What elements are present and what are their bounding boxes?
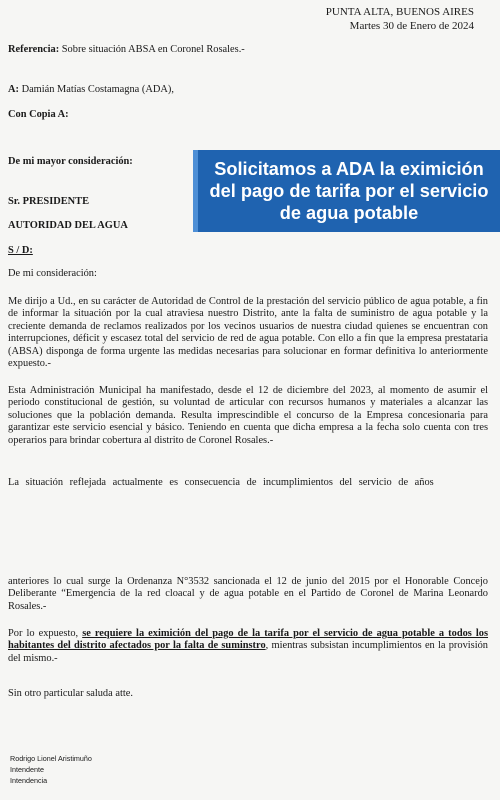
signature-office: Intendencia — [10, 776, 48, 785]
reference-line — [8, 44, 245, 56]
headline-banner: Solicitamos a ADA la eximición del pago de tarifa por el servicio de agua potable — [198, 150, 500, 232]
recipient-sd: S / D: — [8, 245, 33, 256]
letter-date: Martes 30 de Enero de 2024 — [349, 20, 474, 32]
paragraph-5-emphasis: se requiere la eximición del pago de la tarifa por el servicio de agua potable a todos los habitantes del distrito afectados por la falta de suminstro — [8, 628, 489, 652]
paragraph-1: Me dirijo a Ud., en su carácter de Autoridad de Control de la prestación del servicio público de agua potable, a fin de informar la situación por la cual atraviesa nuestro Distrito, ante la falta de suministro de agua potable y la creciente demanda de reclamos realizados por los vecinos usuarios de nuestra ciudad quienes se encuentran con interrupciones, déficit y escasez total del servicio de red de agua potable. Con ello a fin que la empresa prestataria (ABSA) disponga de forma urgente las medidas necesarias para solucionar en formar definitiva lo anteriormente expuesto.- — [8, 296, 488, 370]
reference-label: Referencia: — [8, 44, 60, 55]
recipient-organization: AUTORIDAD DEL AGUA — [8, 220, 128, 231]
reference-text: Sobre situación ABSA en Coronel Rosales.- — [59, 44, 245, 55]
formal-greeting: De mi mayor consideración: — [8, 156, 133, 167]
closing-line: Sin otro particular saluda atte. — [8, 688, 133, 699]
paragraph-3: La situación reflejada actualmente es consecuencia de incumplimientos del servicio de años — [8, 477, 434, 488]
salutation: De mi consideración: — [8, 268, 97, 279]
signature-title: Intendente — [10, 765, 44, 774]
addressee-text: Damián Matías Costamagna (ADA), — [18, 84, 174, 95]
paragraph-5-start: Por lo expuesto, — [8, 628, 83, 639]
recipient-title: Sr. PRESIDENTE — [8, 196, 90, 207]
cc-label: Con Copia A: — [8, 109, 69, 120]
letter-place: PUNTA ALTA, BUENOS AIRES — [325, 6, 474, 18]
paragraph-5 — [8, 628, 488, 665]
addressee-line — [8, 84, 174, 96]
signature-name: Rodrigo Lionel Aristimuño — [10, 754, 92, 763]
paragraph-4: anteriores lo cual surge la Ordenanza N°3532 sancionada el 12 de junio del 2015 por el Honorable Concejo Deliberante “Emergencia de la red cloacal y de agua potable en el Partido de Coronel de Marina Leonardo Rosales.- — [8, 576, 488, 612]
paragraph-2: Esta Administración Municipal ha manifestado, desde el 12 de diciembre del 2023, al momento de asumir el periodo constitucional de gestión, su voluntad de articular con recursos humanos y materiales a alcanzar las soluciones que la población demanda. Resulta imprescindible el concurso de la Empresa concesionaria para garantizar este servicio esencial y básico. Teniendo en cuenta que dicha empresa a la fecha solo cuenta con tres operarios para brindar cobertura al distrito de Coronel Rosales.- — [8, 385, 488, 446]
addressee-label: A: — [8, 84, 19, 95]
paragraph-5-end: , mientras subsistan incumplimientos en la provisión del mismo.- — [8, 640, 488, 664]
